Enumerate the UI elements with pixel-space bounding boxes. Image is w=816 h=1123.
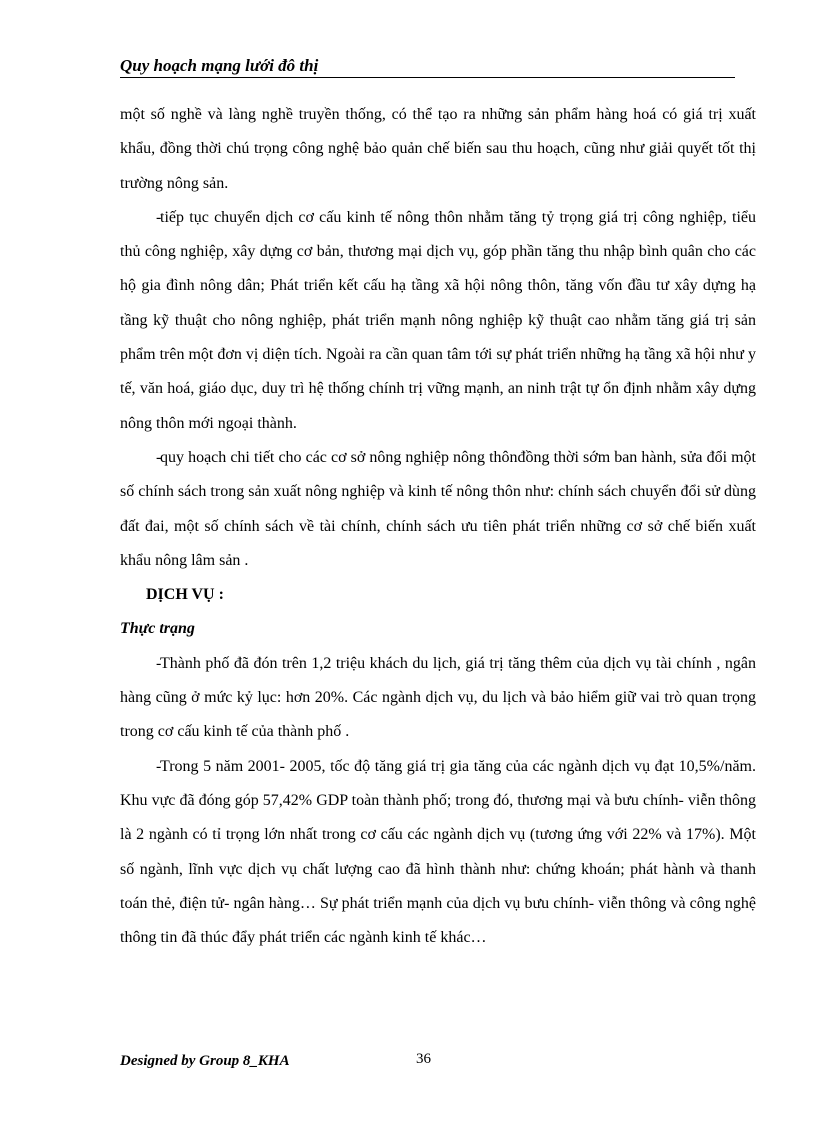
bullet-dash: - <box>156 654 162 672</box>
page-number: 36 <box>416 1051 431 1067</box>
header-rule <box>120 77 735 78</box>
section-heading: DỊCH VỤ : <box>146 586 224 604</box>
bullet-item <box>120 750 756 956</box>
bullet-dash: - <box>156 208 162 226</box>
bullet-item <box>120 647 756 750</box>
bullet-item <box>120 201 756 441</box>
bullet-text: Thành phố đã đón trên 1,2 triệu khách du lịch, giá trị tăng thêm của dịch vụ tài chính , ngân hàng cũng ở mức kỷ lục: hơn 20%. Các ngành dịch vụ, du lịch và bảo hiểm giữ vai trò quan trọng trong cơ cấu kinh tế của thành phố . <box>120 654 756 741</box>
paragraph-continuation: một số nghề và làng nghề truyền thống, có thể tạo ra những sản phẩm hàng hoá có giá trị xuất khẩu, đồng thời chú trọng công nghệ bảo quản chế biến sau thu hoạch, cũng như giải quyết tốt thị trường nông sản. <box>120 106 756 192</box>
section-subheading: Thực trạng <box>120 620 195 638</box>
bullet-text: quy hoạch chi tiết cho các cơ sở nông nghiệp nông thônđồng thời sớm ban hành, sửa đổi một số chính sách trong sản xuất nông nghiệp và kinh tế nông thôn như: chính sách chuyển đổi sử dùng đất đai, một số chính sách về tài chính, chính sách ưu tiên phát triển những cơ sở chế biến xuất khẩu nông lâm sản . <box>120 448 756 569</box>
bullet-item <box>120 441 756 578</box>
bullet-text: tiếp tục chuyển dịch cơ cấu kinh tế nông thôn nhằm tăng tỷ trọng giá trị công nghiệp, tiểu thủ công nghiệp, xây dựng cơ bản, thương mại dịch vụ, góp phần tăng thu nhập bình quân cho các hộ gia đình nông dân; Phát triển kết cấu hạ tầng xã hội nông thôn, tăng vốn đầu tư xây dựng hạ tầng kỹ thuật cho nông nghiệp, phát triển mạnh nông nghiệp kỹ thuật cao nhằm tăng giá trị sản phẩm trên một đơn vị diện tích. Ngoài ra cần quan tâm tới sự phát triển những hạ tầng xã hội như y tế, văn hoá, giáo dục, duy trì hệ thống chính trị vững mạnh, an ninh trật tự ổn định nhằm xây dựng nông thôn mới ngoại thành. <box>120 208 756 432</box>
document-body <box>120 98 756 955</box>
bullet-dash: - <box>156 757 162 775</box>
footer-designer: Designed by Group 8_KHA <box>120 1053 290 1069</box>
bullet-text: Trong 5 năm 2001- 2005, tốc độ tăng giá trị gia tăng của các ngành dịch vụ đạt 10,5%/năm. Khu vực đã đóng góp 57,42% GDP toàn thành phố; trong đó, thương mại và bưu chính- viễn thông là 2 ngành có tỉ trọng lớn nhất trong cơ cấu các ngành dịch vụ (tương ứng với 22% và 17%). Một số ngành, lĩnh vực dịch vụ chất lượng cao đã hình thành như: chứng khoán; phát hành và thanh toán thẻ, điện tử- ngân hàng… Sự phát triển mạnh của dịch vụ bưu chính- viễn thông và công nghệ thông tin đã thúc đẩy phát triển các ngành kinh tế khác… <box>120 757 756 947</box>
running-header-title: Quy hoạch mạng lưới đô thị <box>120 56 319 75</box>
bullet-dash: - <box>156 448 162 466</box>
